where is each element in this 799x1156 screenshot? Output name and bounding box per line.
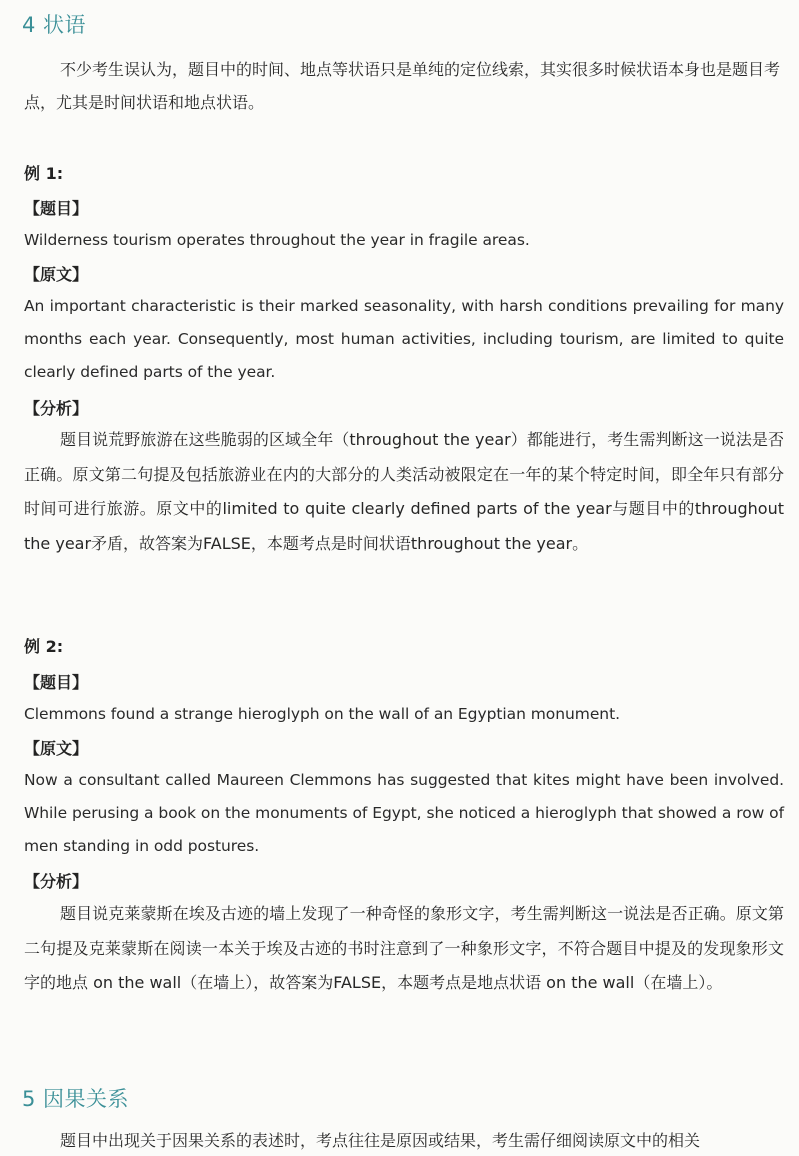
- example-1-analysis: 题目说荒野旅游在这些脆弱的区域全年（throughout the year）都能进行，考生需判断这一说法是否正确。原文第二句提及包括旅游业在内的大部分的人类活动被限定在一年的某个特定时间，即全年只有部分时间可进行旅游。原文中的limited to quite clearly defined parts of the year与题目中的throughout the year矛盾，故答案为FALSE，本题考点是时间状语throughout the year。: [24, 430, 784, 553]
- example-1-label: 例 1:: [24, 164, 64, 183]
- example-1-original-tag: 【原文】: [24, 265, 89, 284]
- example-2-original: Now a consultant called Maureen Clemmons has suggested that kites might have been involved. While perusing a book on the monuments of Egypt, she noticed a hieroglyph that showed a row of men standing in odd postures.: [24, 771, 784, 855]
- example-2-question: Clemmons found a strange hieroglyph on the wall of an Egyptian monument.: [24, 705, 620, 723]
- section-5-title: 5 因果关系: [22, 1087, 130, 1111]
- example-2-analysis: 题目说克莱蒙斯在埃及古迹的墙上发现了一种奇怪的象形文字，考生需判断这一说法是否正确。原文第二句提及克莱蒙斯在阅读一本关于埃及古迹的书时注意到了一种象形文字，不符合题目中提及的发现象形文字的地点 on the wall（在墙上），故答案为FALSE，本题考点是地点状语 on the wall（在墙上）。: [24, 904, 784, 992]
- example-2-analysis-tag: 【分析】: [24, 872, 89, 891]
- example-2-label: 例 2:: [24, 637, 64, 656]
- example-2-original-tag: 【原文】: [24, 739, 89, 758]
- example-2-question-tag: 【题目】: [24, 673, 89, 692]
- section-4-intro: 不少考生误认为，题目中的时间、地点等状语只是单纯的定位线索，其实很多时候状语本身也是题目考点，尤其是时间状语和地点状语。: [24, 60, 781, 112]
- example-1-question: Wilderness tourism operates throughout the year in fragile areas.: [24, 231, 530, 249]
- section-5-intro: 题目中出现关于因果关系的表述时，考点往往是原因或结果，考生需仔细阅读原文中的相关: [60, 1131, 701, 1150]
- section-4-title: 4 状语: [22, 13, 87, 37]
- example-1-original: An important characteristic is their marked seasonality, with harsh conditions prevailing for many months each year. Consequently, most human activities, including tourism, are limited to quite clearly defined parts of the year.: [24, 297, 784, 381]
- example-1-question-tag: 【题目】: [24, 199, 89, 218]
- example-1-analysis-tag: 【分析】: [24, 399, 89, 418]
